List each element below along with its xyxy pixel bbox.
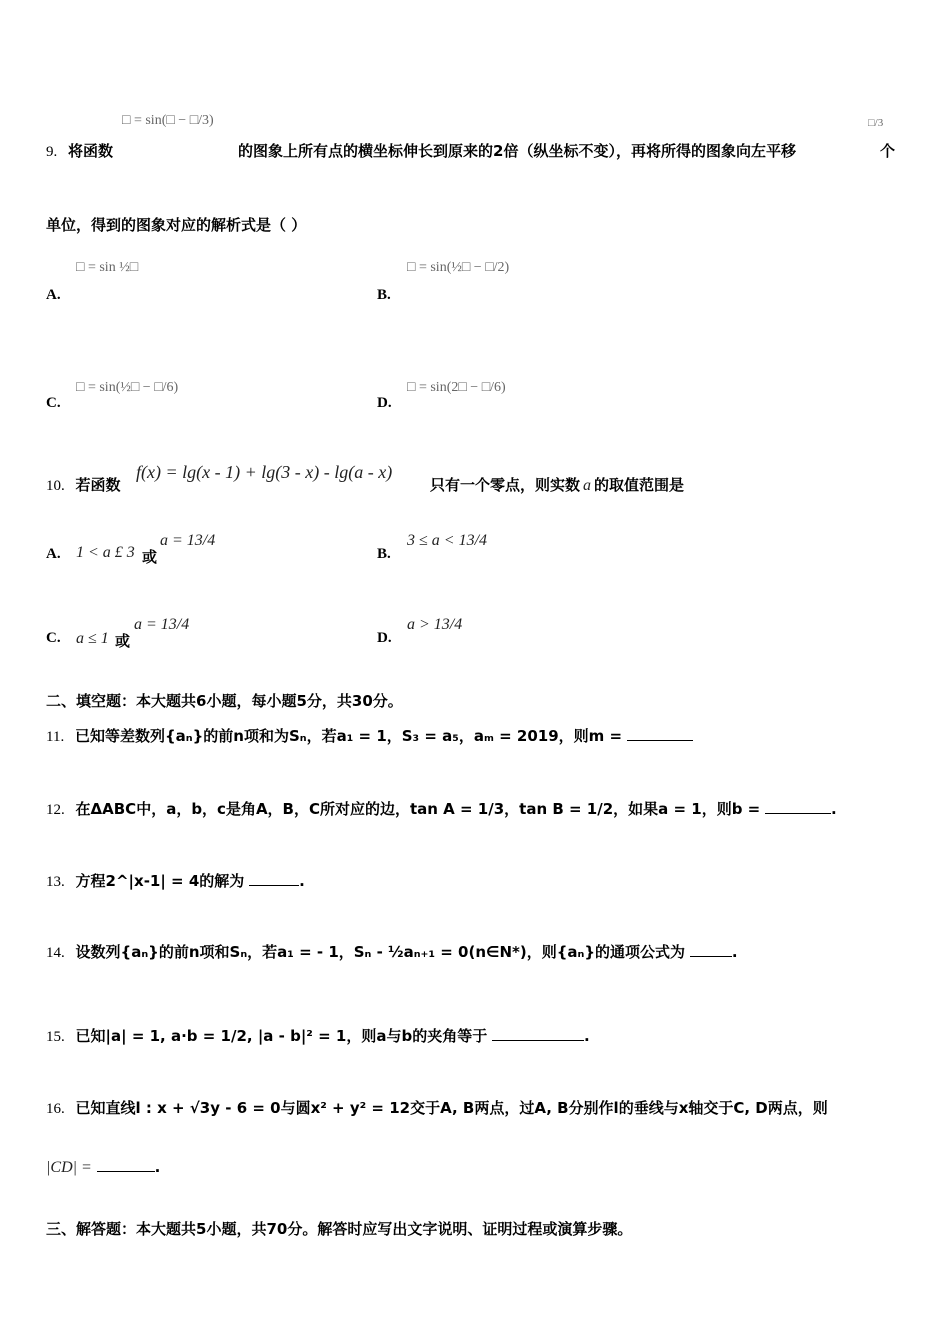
q9-number: 9. xyxy=(46,144,58,160)
q16-text: 已知直线l : x + √3y - 6 = 0与圆x² + y² = 12交于A, B两点，过A, B分别作l的垂线与x轴交于C, D两点，则 xyxy=(75,1099,828,1117)
q10-option-b-expr: 3 ≤ a < 13/4 xyxy=(407,532,488,549)
q16: 16. 已知直线l : x + √3y - 6 = 0与圆x² + y² = 12交于A, B两点，过A, B分别作l的垂线与x轴交于C, D两点，则 xyxy=(46,1099,828,1117)
q11-answer-blank[interactable] xyxy=(627,740,693,741)
q9-stem: 9. 将函数 xyxy=(46,142,114,160)
q16-line2: |CD| = . xyxy=(46,1158,161,1176)
q9-option-b-label[interactable]: B. xyxy=(377,287,391,303)
q10-stem: 10. 若函数 xyxy=(46,476,121,494)
q9-stem-end: 个 xyxy=(880,142,896,160)
q15-answer-blank[interactable] xyxy=(492,1040,584,1041)
q10-stem-text: 只有一个零点，则实数 a 的取值范围是 xyxy=(430,476,685,494)
q12: 12. 在ΔABC中，a，b，c是角A，B，C所对应的边，tan A = 1/3，tan B = 1/2，如果a = 1，则b = . xyxy=(46,800,837,818)
q9-option-a-expr: □ = sin ½□ xyxy=(76,260,139,275)
q9-option-c-label[interactable]: C. xyxy=(46,395,61,411)
q10-option-a-join: 或 xyxy=(142,548,158,566)
section3-heading: 三、解答题：本大题共5小题，共70分。解答时应写出文字说明、证明过程或演算步骤。 xyxy=(46,1220,633,1238)
q10-option-c-expr: a ≤ 1 xyxy=(76,630,109,647)
q13-answer-blank[interactable] xyxy=(249,885,299,886)
q13-text: 方程2^|x-1| = 4的解为 xyxy=(75,872,245,890)
q9-option-d-label[interactable]: D. xyxy=(377,395,392,411)
q10-option-a-label[interactable]: A. xyxy=(46,546,61,562)
q11: 11. 已知等差数列{aₙ}的前n项和为Sₙ，若a₁ = 1，S₃ = a₅，aₘ = 2019，则m = xyxy=(46,725,693,746)
q9-option-d-expr: □ = sin(2□ − □/6) xyxy=(407,380,506,395)
q15-text: 已知|a| = 1, a·b = 1/2, |a - b|² = 1，则a与b的夹角等于 xyxy=(75,1027,488,1045)
q10-option-a-expr: 1 < a £ 3 xyxy=(76,544,135,561)
q9-stem-text: 的图象上所有点的横坐标伸长到原来的2倍（纵坐标不变），再将所得的图象向左平移 xyxy=(238,142,796,160)
q9-option-b-expr: □ = sin(½□ − □/2) xyxy=(407,260,510,275)
q9-option-c-expr: □ = sin(½□ − □/6) xyxy=(76,380,179,395)
q15: 15. 已知|a| = 1, a·b = 1/2, |a - b|² = 1，则a与b的夹角等于 . xyxy=(46,1027,590,1045)
q10-option-b-label[interactable]: B. xyxy=(377,546,391,562)
q12-text: 在ΔABC中，a，b，c是角A，B，C所对应的边，tan A = 1/3，tan B = 1/2，如果a = 1，则b = xyxy=(75,800,761,818)
q10-option-c-expr2: a = 13/4 xyxy=(134,616,190,633)
q9-option-a-label[interactable]: A. xyxy=(46,287,61,303)
q14-text: 设数列{aₙ}的前n项和Sₙ，若a₁ = - 1，Sₙ - ½aₙ₊₁ = 0(n∈N*)，则{aₙ}的通项公式为 xyxy=(75,943,686,961)
q10-option-c-join: 或 xyxy=(115,632,131,650)
q10-function: f(x) = lg(x - 1) + lg(3 - x) - lg(a - x) xyxy=(136,462,393,482)
q9-function-image: □ = sin(□ − □/3) xyxy=(122,113,214,128)
q12-answer-blank[interactable] xyxy=(765,813,831,814)
q11-text: 已知等差数列{aₙ}的前n项和为Sₙ，若a₁ = 1，S₃ = a₅，aₘ = 2019，则m = xyxy=(74,727,623,745)
section2-heading: 二、填空题：本大题共6小题，每小题5分，共30分。 xyxy=(46,692,403,710)
q10-option-d-label[interactable]: D. xyxy=(377,630,392,646)
q16-answer-blank[interactable] xyxy=(97,1171,155,1172)
q14-answer-blank[interactable] xyxy=(690,956,732,957)
q14: 14. 设数列{aₙ}的前n项和Sₙ，若a₁ = - 1，Sₙ - ½aₙ₊₁ = 0(n∈N*)，则{aₙ}的通项公式为 . xyxy=(46,943,738,961)
q10-option-d-expr: a > 13/4 xyxy=(407,616,463,633)
q10-option-a-expr2: a = 13/4 xyxy=(160,532,216,549)
q9-shift-image: □/3 xyxy=(868,117,884,129)
q13: 13. 方程2^|x-1| = 4的解为 . xyxy=(46,872,305,890)
q9-line2: 单位，得到的图象对应的解析式是（ ） xyxy=(46,216,307,234)
q10-option-c-label[interactable]: C. xyxy=(46,630,61,646)
